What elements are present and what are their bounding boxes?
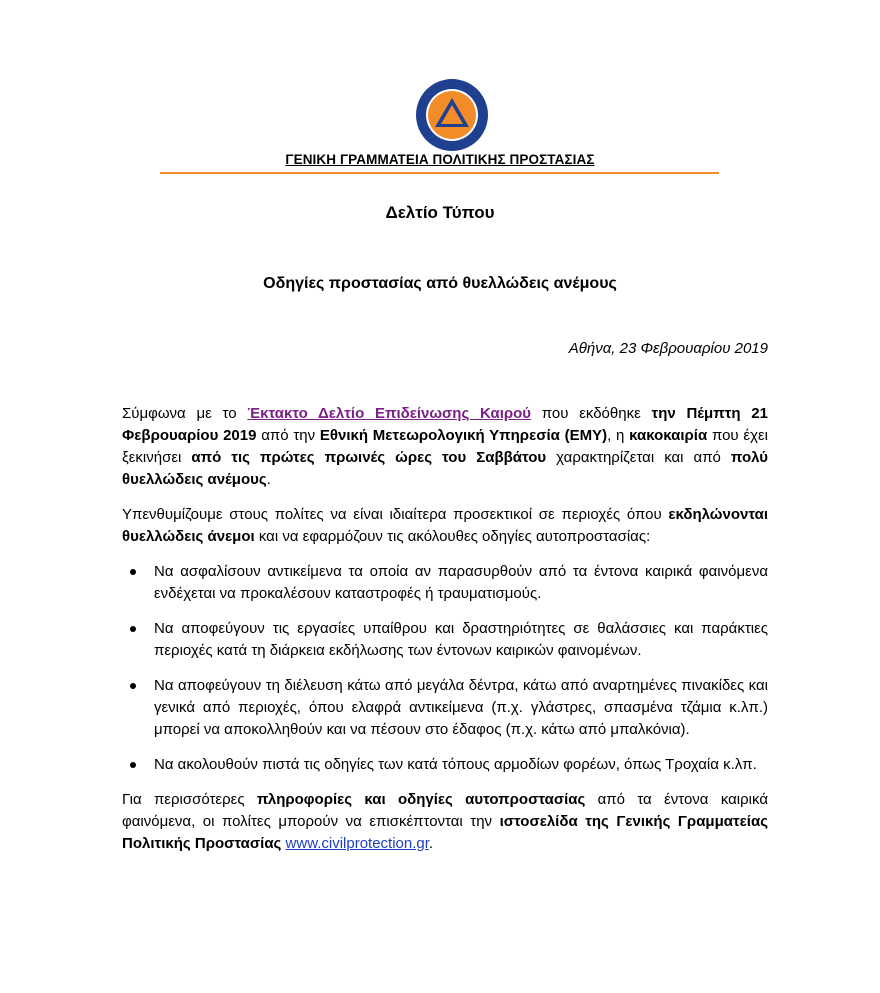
organization-name: ΓΕΝΙΚΗ ΓΡΑΜΜΑΤΕΙΑ ΠΟΛΙΤΙΚΗΣ ΠΡΟΣΤΑΣΙΑΣ <box>285 152 595 167</box>
document-subtitle: Οδηγίες προστασίας από θυελλώδεις ανέμους <box>263 275 617 292</box>
instructions-list <box>122 561 768 776</box>
civil-protection-emblem-icon <box>415 78 489 152</box>
document-date: Αθήνα, 23 Φεβρουαρίου 2019 <box>568 340 768 357</box>
document-body <box>122 403 768 868</box>
reminder-paragraph: Υπενθυμίζουμε στους πολίτες να είναι ιδιαίτερα προσεκτικοί σε περιοχές όπου εκδηλώνονται θυελλώδεις άνεμοι και να εφαρμόζουν τις ακόλουθες οδηγίες αυτοπροστασίας: <box>122 506 768 545</box>
bullet-icon <box>130 569 136 575</box>
bullet-icon <box>130 762 136 768</box>
more-info-paragraph: Για περισσότερες πληροφορίες και οδηγίες αυτοπροστασίας από τα έντονα καιρικά φαινόμενα, οι πολίτες μπορούν να επισκέπτονται την ιστοσελίδα της Γενικής Γραμματείας Πολιτικής Προστασίας www.civilprotection.gr. <box>122 791 768 852</box>
list-item: Να ακολουθούν πιστά τις οδηγίες των κατά τόπους αρμοδίων φορέων, όπως Τροχαία κ.λπ. <box>122 754 768 776</box>
list-item: Να ασφαλίσουν αντικείμενα τα οποία αν παρασυρθούν από τα έντονα καιρικά φαινόμενα ενδέχεται να προκαλέσουν καταστροφές ή τραυματισμούς. <box>122 561 768 605</box>
civilprotection-website-link[interactable]: www.civilprotection.gr <box>285 835 429 852</box>
bullet-icon <box>130 626 136 632</box>
intro-paragraph: Σύμφωνα με το Έκτακτο Δελτίο Επιδείνωσης Καιρού που εκδόθηκε την Πέμπτη 21 Φεβρουαρίου 2019 από την Εθνική Μετεωρολογική Υπηρεσία (ΕΜΥ), η κακοκαιρία που έχει ξεκινήσει από τις πρώτες πρωινές ώρες του Σαββάτου χαρακτηρίζεται και από πολύ θυελλώδεις ανέμους. <box>122 405 768 488</box>
bullet-icon <box>130 683 136 689</box>
list-item: Να αποφεύγουν τις εργασίες υπαίθρου και δραστηριότητες σε θαλάσσιες και παράκτιες περιοχές κατά τη διάρκεια εκδήλωσης των έντονων καιρικών φαινομένων. <box>122 618 768 662</box>
document-title: Δελτίο Τύπου <box>385 203 495 222</box>
weather-bulletin-link[interactable]: Έκτακτο Δελτίο Επιδείνωσης Καιρού <box>247 405 532 422</box>
header-divider <box>160 172 719 174</box>
civil-protection-logo <box>415 78 489 152</box>
list-item: Να αποφεύγουν τη διέλευση κάτω από μεγάλα δέντρα, κάτω από αναρτημένες πινακίδες και γενικά από περιοχές, όπου ελαφρά αντικείμενα (π.χ. γλάστρες, σπασμένα τζάμια κ.λπ.) μπορεί να αποκολληθούν και να πέσουν στο έδαφος (π.χ. κάτω από μπαλκόνια). <box>122 675 768 741</box>
